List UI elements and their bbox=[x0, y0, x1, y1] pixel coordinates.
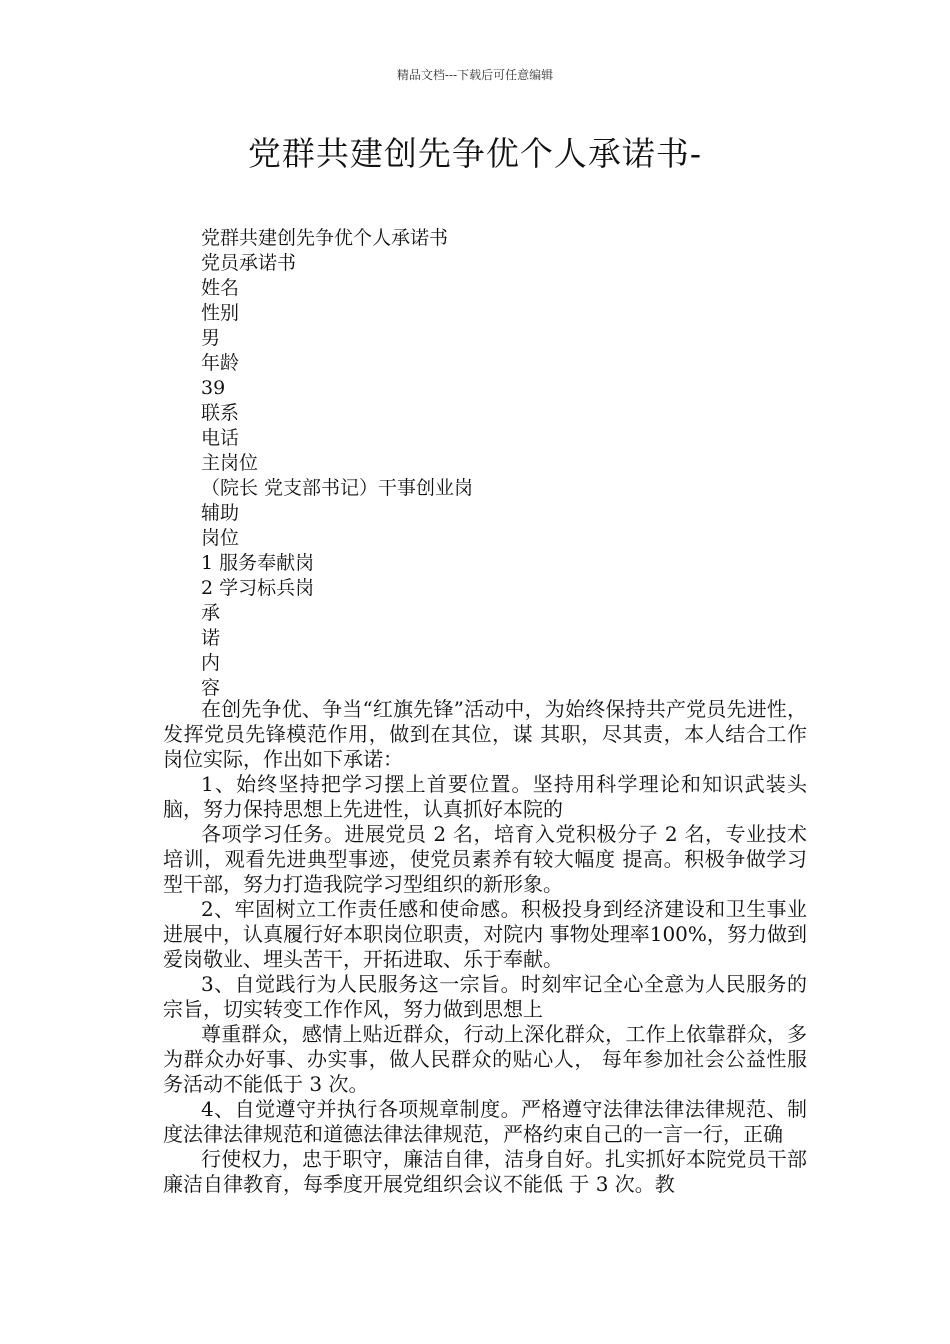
form-line: 岗位 bbox=[201, 527, 240, 549]
form-line: 辅助 bbox=[201, 502, 240, 524]
paragraph: 各项学习任务。进展党员 2 名，培育入党积极分子 2 名，专业技术培训，观看先进典型事迹，使党员素养有较大幅度 提高。积极争做学习型干部，努力打造我院学习型组织的新形象。 bbox=[163, 822, 807, 896]
form-line: 党员承诺书 bbox=[201, 252, 297, 274]
form-line: 容 bbox=[201, 677, 221, 699]
form-line: 男 bbox=[201, 327, 221, 349]
paragraph: 3、自觉践行为人民服务这一宗旨。时刻牢记全心全意为人民服务的宗旨，切实转变工作作风，努力做到思想上 bbox=[163, 972, 807, 1021]
form-line: 性别 bbox=[201, 302, 240, 324]
form-line: 联系 bbox=[201, 402, 240, 424]
body-text bbox=[163, 697, 807, 1197]
paragraph: 4、自觉遵守并执行各项规章制度。严格遵守法律法律法律规范、制度法律法律规范和道德法律法律规范，严格约束自己的一言一行，正确 bbox=[163, 1097, 807, 1146]
paragraph: 2、牢固树立工作责任感和使命感。积极投身到经济建设和卫生事业进展中，认真履行好本职岗位职责，对院内 事物处理率100%，努力做到爱岗敬业、埋头苦干，开拓进取、乐于奉献。 bbox=[163, 897, 807, 971]
paragraph: 在创先争优、争当“红旗先锋”活动中，为始终保持共产党员先进性，发挥党员先锋模范作用，做到在其位，谋 其职，尽其责，本人结合工作岗位实际，作出如下承诺： bbox=[163, 697, 807, 771]
form-line: （院长 党支部书记）干事创业岗 bbox=[201, 477, 474, 499]
form-line: 诺 bbox=[201, 627, 221, 649]
paragraph: 尊重群众，感情上贴近群众，行动上深化群众，工作上依靠群众，多为群众办好事、办实事，做人民群众的贴心人， 每年参加社会公益性服务活动不能低于 3 次。 bbox=[163, 1022, 807, 1096]
form-line: 党群共建创先争优个人承诺书 bbox=[201, 227, 449, 249]
form-lines bbox=[201, 226, 473, 701]
paragraph: 1、始终坚持把学习摆上首要位置。坚持用科学理论和知识武装头脑，努力保持思想上先进性，认真抓好本院的 bbox=[163, 772, 807, 821]
form-line: 电话 bbox=[201, 427, 240, 449]
form-line: 姓名 bbox=[201, 277, 240, 299]
form-line: 1 服务奉献岗 bbox=[201, 552, 315, 574]
form-line: 主岗位 bbox=[201, 452, 259, 474]
paragraph: 行使权力，忠于职守，廉洁自律，洁身自好。扎实抓好本院党员干部廉洁自律教育，每季度开展党组织会议不能低 于 3 次。教 bbox=[163, 1147, 807, 1196]
form-line: 年龄 bbox=[201, 352, 240, 374]
form-line: 39 bbox=[201, 377, 226, 399]
form-line: 内 bbox=[201, 652, 221, 674]
form-line: 承 bbox=[201, 602, 221, 624]
header-note: 精品文档---下载后可任意编辑 bbox=[396, 68, 554, 82]
form-line: 2 学习标兵岗 bbox=[201, 577, 315, 599]
document-title: 党群共建创先争优个人承诺书- bbox=[247, 134, 703, 173]
